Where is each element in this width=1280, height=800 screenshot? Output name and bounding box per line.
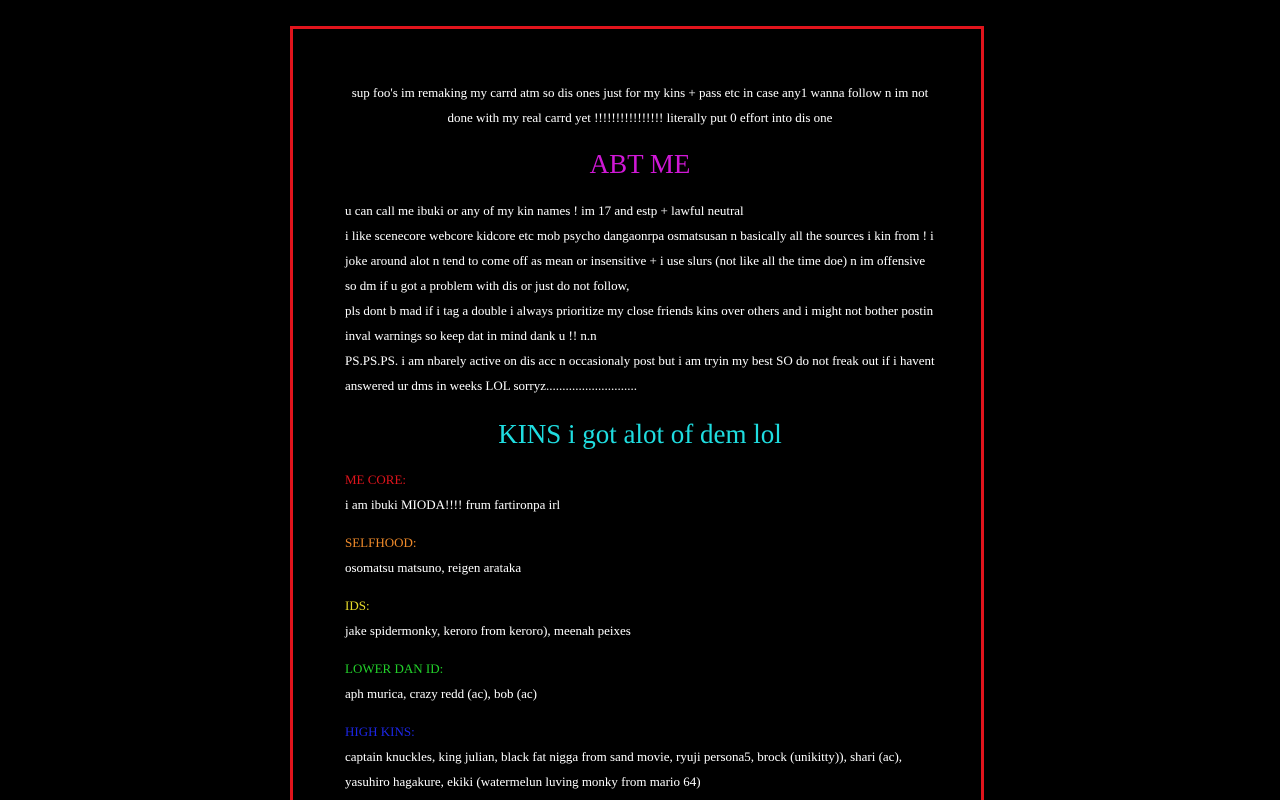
about-paragraph: PS.PS.PS. i am nbarely active on dis acc n occasionaly post but i am tryin my best SO do not freak out if i havent answered ur dms in weeks LOL sorryz............................	[345, 353, 935, 393]
kin-label: HIGH KINS:	[345, 724, 415, 739]
about-paragraph: pls dont b mad if i tag a double i always prioritize my close friends kins over others and i might not bother postin inval warnings so keep dat in mind dank u !! n.n	[345, 303, 934, 343]
kin-label: SELFHOOD:	[345, 535, 417, 550]
kin-label: ME CORE:	[345, 472, 407, 487]
card-content	[345, 80, 935, 800]
kin-group-selfhood	[345, 530, 935, 580]
kin-group-lower-dan-id	[345, 656, 935, 706]
kin-label: LOWER DAN ID:	[345, 661, 444, 676]
about-paragraph: u can call me ibuki or any of my kin names ! im 17 and estp + lawful neutral	[345, 203, 744, 218]
about-paragraph: i like scenecore webcore kidcore etc mob psycho dangaonrpa osmatsusan n basically all the sources i kin from ! i joke around alot n tend to come off as mean or insensitive + i use slurs (not like all the time doe) n im offensive so dm if u got a problem with dis or just do not follow,	[345, 228, 934, 293]
about-body	[345, 198, 935, 398]
intro-text: sup foo's im remaking my carrd atm so dis ones just for my kins + pass etc in case any1 wanna follow n im not done with my real carrd yet !!!!!!!!!!!!!!!! literally put 0 effort into dis one	[351, 85, 929, 125]
about-heading: ABT ME	[589, 149, 691, 179]
kins-heading: KINS i got alot of dem lol	[498, 419, 782, 449]
kin-group-high-kins	[345, 719, 935, 794]
kin-list	[345, 467, 935, 794]
kin-value: i am ibuki MIODA!!!! frum fartironpa irl	[345, 497, 561, 512]
kin-label: IDS:	[345, 598, 370, 613]
kin-value: aph murica, crazy redd (ac), bob (ac)	[345, 686, 537, 701]
kin-value: captain knuckles, king julian, black fat nigga from sand movie, ryuji persona5, brock (unikitty)), shari (ac), yasuhiro hagakure, ekiki (watermelun luving monky from mario 64)	[345, 749, 903, 789]
profile-card	[290, 26, 984, 800]
kin-group-ids	[345, 593, 935, 643]
kin-group-me-core	[345, 467, 935, 517]
kin-value: jake spidermonky, keroro from keroro), meenah peixes	[345, 623, 631, 638]
kin-value: osomatsu matsuno, reigen arataka	[345, 560, 522, 575]
